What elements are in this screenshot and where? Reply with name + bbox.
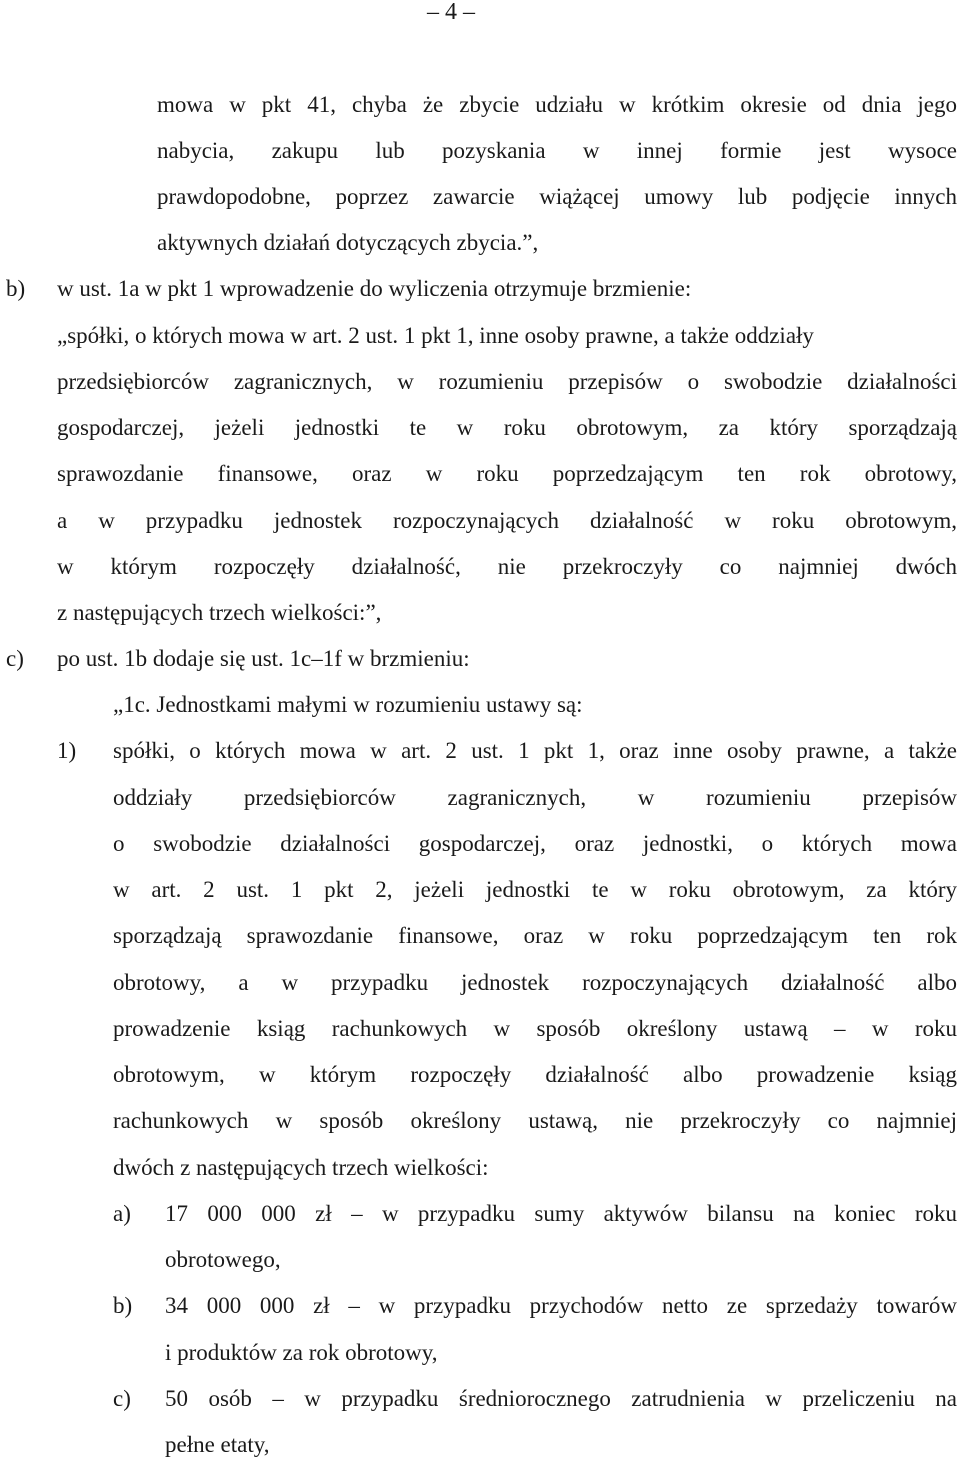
text-line: prowadzenie ksiąg rachunkowych w sposób określony ustawą – w roku bbox=[113, 1016, 957, 1041]
text-line: w art. 2 ust. 1 pkt 2, jeżeli jednostki te w roku obrotowym, za który bbox=[113, 877, 957, 902]
text-line: spółki, o których mowa w art. 2 ust. 1 pkt 1, oraz inne osoby prawne, a także bbox=[113, 738, 957, 763]
text-line: a w przypadku jednostek rozpoczynających działalność w roku obrotowym, bbox=[57, 508, 957, 533]
item-marker-b: b) bbox=[6, 276, 26, 301]
text-line: z następujących trzech wielkości:”, bbox=[57, 600, 382, 625]
text-line: i produktów za rok obrotowy, bbox=[165, 1340, 438, 1365]
text-line: rachunkowych w sposób określony ustawą, nie przekroczyły co najmniej bbox=[113, 1108, 957, 1133]
text-line: 17 000 000 zł – w przypadku sumy aktywów bilansu na koniec roku bbox=[165, 1201, 957, 1226]
point-marker-1: 1) bbox=[57, 738, 77, 763]
text-line: obrotowego, bbox=[165, 1247, 281, 1272]
text-line: o swobodzie działalności gospodarczej, oraz jednostki, o których mowa bbox=[113, 831, 957, 856]
text-line: obrotowy, a w przypadku jednostek rozpoczynających działalność albo bbox=[113, 970, 957, 995]
text-line: oddziały przedsiębiorców zagranicznych, w rozumieniu przepisów bbox=[113, 785, 957, 810]
text-line: przedsiębiorców zagranicznych, w rozumieniu przepisów o swobodzie działalności bbox=[57, 369, 957, 394]
text-line: prawdopodobne, poprzez zawarcie wiążącej umowy lub podjęcie innych bbox=[157, 184, 957, 209]
text-line: pełne etaty, bbox=[165, 1432, 270, 1457]
page-number: – 4 – bbox=[427, 0, 475, 25]
item-b-intro: w ust. 1a w pkt 1 wprowadzenie do wyliczenia otrzymuje brzmienie: bbox=[57, 276, 692, 301]
text-line: mowa w pkt 41, chyba że zbycie udziału w krótkim okresie od dnia jego bbox=[157, 92, 957, 117]
text-line: 50 osób – w przypadku średniorocznego zatrudnienia w przeliczeniu na bbox=[165, 1386, 957, 1411]
text-line: nabycia, zakupu lub pozyskania w innej formie jest wysoce bbox=[157, 138, 957, 163]
text-line: sprawozdanie finansowe, oraz w roku poprzedzającym ten rok obrotowy, bbox=[57, 461, 957, 486]
text-line: „spółki, o których mowa w art. 2 ust. 1 pkt 1, inne osoby prawne, a także oddziały bbox=[57, 323, 814, 348]
text-line: obrotowym, w którym rozpoczęły działalność albo prowadzenie ksiąg bbox=[113, 1062, 957, 1087]
section-heading: „1c. Jednostkami małymi w rozumieniu ustawy są: bbox=[113, 692, 583, 717]
text-line: w którym rozpoczęły działalność, nie przekroczyły co najmniej dwóch bbox=[57, 554, 957, 579]
text-line: gospodarczej, jeżeli jednostki te w roku obrotowym, za który sporządzają bbox=[57, 415, 957, 440]
item-marker-c: c) bbox=[6, 646, 24, 671]
subpoint-marker-b: b) bbox=[113, 1293, 133, 1318]
text-line: sporządzają sprawozdanie finansowe, oraz w roku poprzedzającym ten rok bbox=[113, 923, 957, 948]
text-line: dwóch z następujących trzech wielkości: bbox=[113, 1155, 489, 1180]
text-line: 34 000 000 zł – w przypadku przychodów netto ze sprzedaży towarów bbox=[165, 1293, 957, 1318]
text-line: aktywnych działań dotyczących zbycia.”, bbox=[157, 230, 539, 255]
item-c-intro: po ust. 1b dodaje się ust. 1c–1f w brzmieniu: bbox=[57, 646, 470, 671]
subpoint-marker-c: c) bbox=[113, 1386, 131, 1411]
subpoint-marker-a: a) bbox=[113, 1201, 131, 1226]
